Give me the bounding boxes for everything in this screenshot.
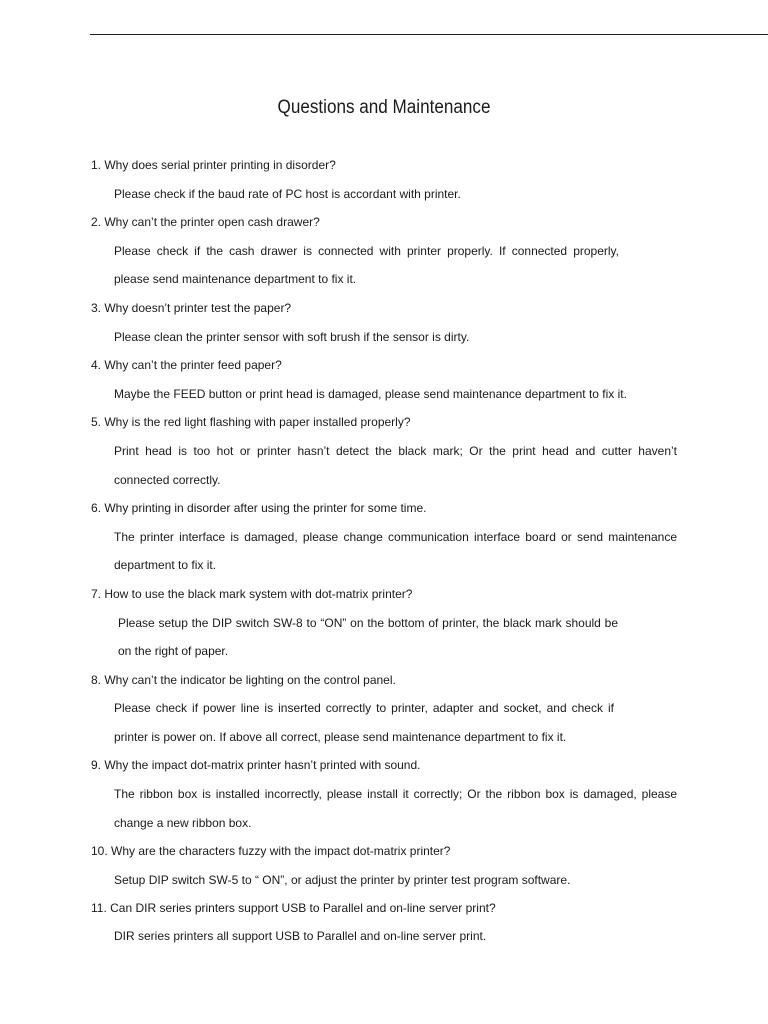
- question-text: 8. Why can’t the indicator be lighting on the control panel.: [91, 672, 396, 687]
- answer-text: DIR series printers all support USB to Parallel and on-line server print.: [114, 929, 487, 944]
- qa-item-1: [91, 151, 683, 208]
- question-text: 9. Why the impact dot-matrix printer hasn’t printed with sound.: [91, 758, 421, 773]
- qa-item-11: [91, 894, 683, 949]
- answer-text: Setup DIP switch SW-5 to “ ON”, or adjust the printer by printer test program software.: [114, 872, 571, 887]
- question-text: 10. Why are the characters fuzzy with the impact dot-matrix printer?: [91, 844, 451, 859]
- answer-text: Print head is too hot or printer hasn’t detect the black mark; Or the print head and cutter haven’t connected correctly.: [114, 443, 677, 487]
- qa-item-10: [91, 837, 683, 894]
- answer-text: Maybe the FEED button or print head is damaged, please send maintenance department to fix it.: [114, 386, 627, 401]
- answer-text: Please setup the DIP switch SW-8 to “ON” on the bottom of printer, the black mark should be on the right of paper.: [118, 615, 618, 659]
- qa-item-5: [91, 408, 683, 494]
- question-text: 2. Why can’t the printer open cash drawer?: [91, 215, 320, 230]
- qa-item-9: [91, 751, 683, 837]
- answer-text: Please check if the baud rate of PC host is accordant with printer.: [114, 186, 461, 201]
- qa-item-6: [91, 494, 683, 580]
- header-rule: [90, 34, 768, 35]
- question-text: 6. Why printing in disorder after using the printer for some time.: [91, 501, 427, 516]
- qa-item-3: [91, 294, 683, 351]
- answer-text: Please check if the cash drawer is connected with printer properly. If connected properly, please send maintenance department to fix it.: [114, 243, 619, 287]
- qa-list: [91, 151, 683, 949]
- question-text: 5. Why is the red light flashing with paper installed properly?: [91, 415, 411, 430]
- answer-text: The printer interface is damaged, please change communication interface board or send maintenance department to fix it.: [114, 529, 677, 573]
- answer-text: Please check if power line is inserted correctly to printer, adapter and socket, and check if printer is power on. If above all correct, please send maintenance department to fix it.: [114, 701, 614, 744]
- page-title: Questions and Maintenance: [277, 97, 491, 118]
- question-text: 3. Why doesn’t printer test the paper?: [91, 300, 292, 315]
- qa-item-8: [91, 666, 683, 752]
- qa-item-2: [91, 208, 683, 294]
- answer-text: Please clean the printer sensor with soft brush if the sensor is dirty.: [114, 329, 470, 344]
- question-text: 1. Why does serial printer printing in disorder?: [91, 158, 336, 172]
- question-text: 4. Why can’t the printer feed paper?: [91, 358, 282, 373]
- answer-text: The ribbon box is installed incorrectly, please install it correctly; Or the ribbon box is damaged, please change a new ribbon box.: [114, 787, 677, 830]
- qa-item-7: [91, 580, 683, 666]
- question-text: 11. Can DIR series printers support USB to Parallel and on-line server print?: [91, 901, 496, 916]
- question-text: 7. How to use the black mark system with dot-matrix printer?: [91, 586, 413, 601]
- qa-item-4: [91, 351, 683, 408]
